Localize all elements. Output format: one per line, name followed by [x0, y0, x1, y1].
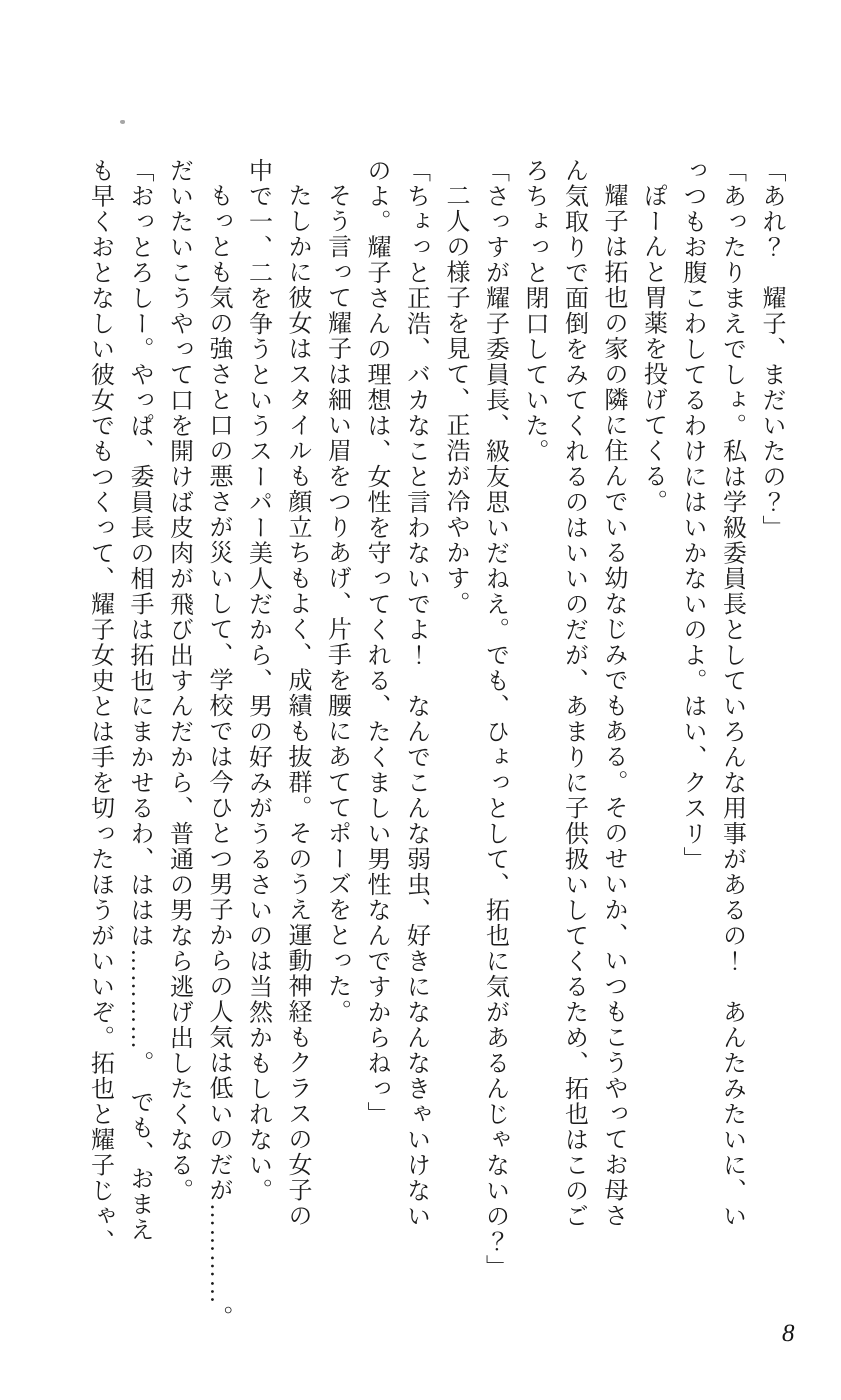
text-line: 「さっすが耀子委員長、級友思いだねえ。でも、ひょっとして、拓也に気があるんじゃないの？」 [481, 158, 508, 1280]
text-line: ん気取りで面倒をみてくれるのはいいのだが、あまりに子供扱いしてくるため、拓也はこのご [560, 158, 587, 1229]
text-line: 耀子は拓也の家の隣に住んでいる幼なじみでもある。そのせいか、いつもこうやってお母さ [600, 183, 626, 1229]
text-line: も早くおとなしい彼女でもつくって、耀子女史とは手を切ったほうがいいぞ。拓也と耀子じゃ、 [86, 158, 113, 1255]
text-line: 二人の様子を見て、正浩が冷やかす。 [442, 183, 468, 617]
text-line: たしかに彼女はスタイルも顔立ちもよく、成績も抜群。そのうえ運動神経もクラスの女子の [284, 183, 310, 1229]
page-number: 8 [782, 1320, 795, 1347]
text-line: 「あったりまえでしょ。私は学級委員長としていろんな用事があるの！ あんたみたいに、い [718, 158, 745, 1229]
text-line: 「おっとろしー。やっぱ、委員長の相手は拓也にまかせるわ、ははは…………。 でも、おまえ [126, 158, 152, 1243]
text-line: そう言って耀子は細い眉をつりあげ、片手を腰にあててポーズをとった。 [323, 183, 350, 1025]
text-line: もっとも気の強さと口の悪さが災いして、学校では今ひとつ男子からの人気は低いのだが…………。 [205, 183, 231, 1331]
text-line: っつもお腹こわしてるわけにはいかないのよ。はい、クスリ」 [679, 158, 705, 872]
text-line: 「ちょっと正浩、バカなこと言わないでよ！ なんでこんな弱虫、好きになんなきゃいけない [402, 158, 429, 1229]
text-line: 中で一、二を争うというスーパー美人だから、男の好みがうるさいのは当然かもしれない。 [244, 158, 271, 1204]
text-line: ぽーんと胃薬を投げてくる。 [639, 183, 666, 515]
body-text [79, 158, 790, 1331]
text-line: だいたいこうやって口を開けば皮肉が飛び出すんだから、普通の男なら逃げ出したくなる。 [165, 158, 192, 1204]
text-line: のよ。耀子さんの理想は、女性を守ってくれる、たくましい男性なんですからねっ」 [363, 158, 389, 1127]
text-line: ろちょっと閉口していた。 [521, 158, 547, 464]
text-line: 「あれ？ 耀子、まだいたの？」 [758, 158, 784, 541]
scan-speck [120, 120, 125, 124]
